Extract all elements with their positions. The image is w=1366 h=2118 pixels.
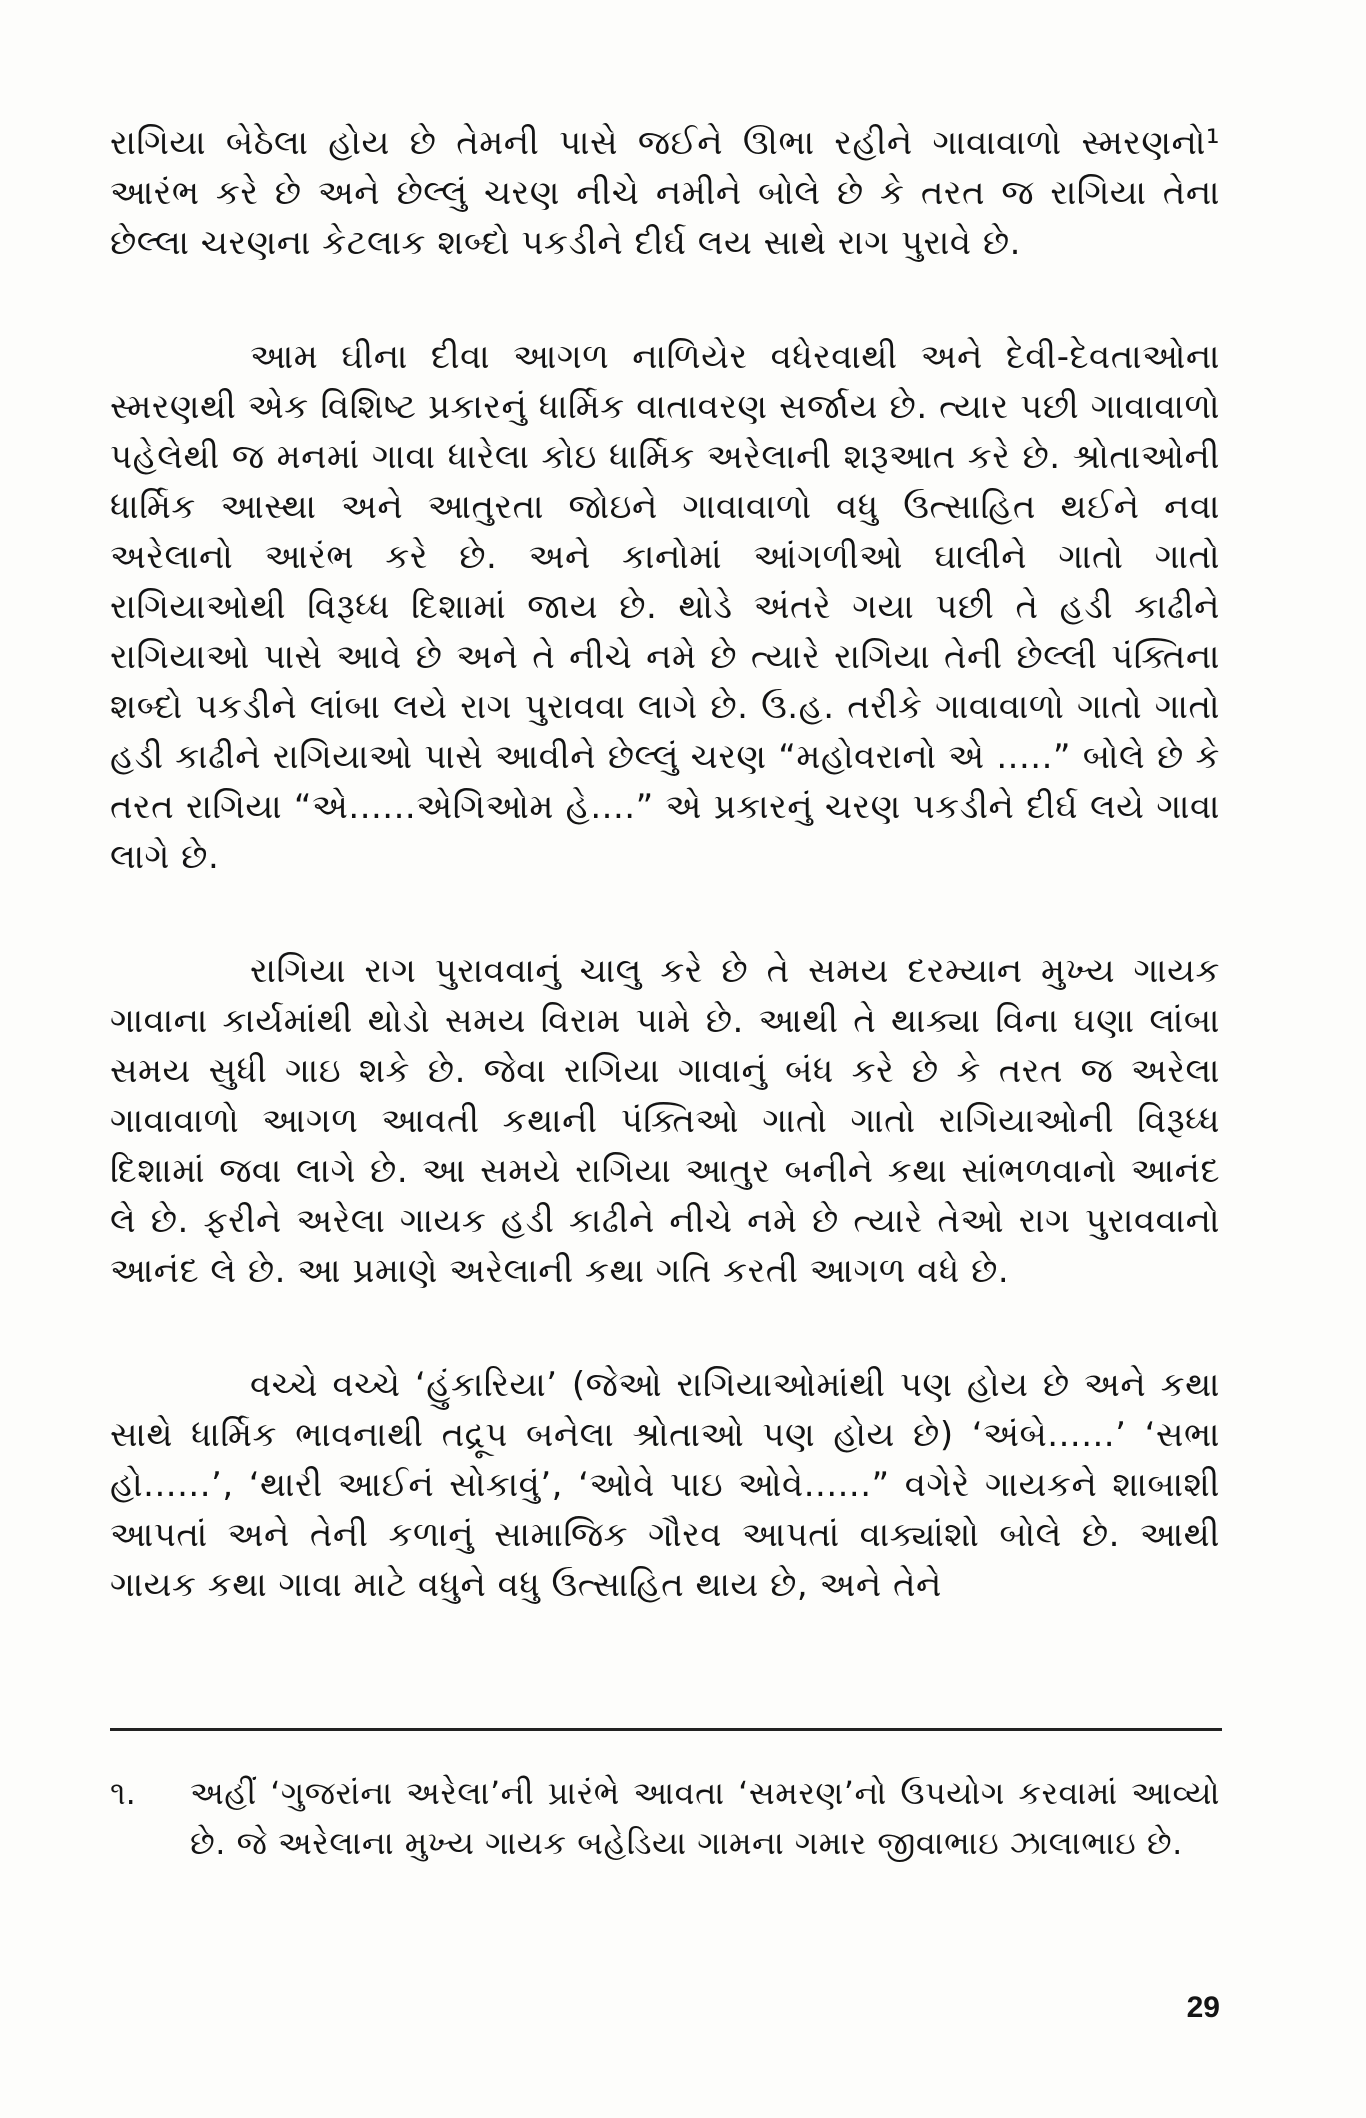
paragraph-3: રાગિયા રાગ પુરાવવાનું ચાલુ કરે છે તે સમય દરમ્યાન મુખ્ય ગાયક ગાવાના કાર્યમાંથી થોડો સમય વિરામ પામે છે. આથી તે થાક્યા વિના ઘણા લાંબા સમય સુધી ગાઇ શકે છે. જેવા રાગિયા ગાવાનું બંધ કરે છે કે તરત જ અરેલા ગાવાવાળો આગળ આવતી કથાની પંક્તિઓ ગાતો ગાતો રાગિયાઓની વિરૂધ્ધ દિશામાં જવા લાગે છે. આ સમયે રાગિયા આતુર બનીને કથા સાંભળવાનો આનંદ લે છે. ફરીને અરેલા ગાયક હડી કાઢીને નીચે નમે છે ત્યારે તેઓ રાગ પુરાવવાનો આનંદ લે છે. આ પ્રમાણે અરેલાની કથા ગતિ કરતી આગળ વધે છે. (110, 951, 1220, 1291)
body-text (110, 118, 1220, 1610)
paragraph-4: વચ્ચે વચ્ચે ‘હુંકારિયા’ (જેઓ રાગિયાઓમાંથી પણ હોય છે અને કથા સાથે ધાર્મિક ભાવનાથી તદ્રૂપ બનેલા શ્રોતાઓ પણ હોય છે) ‘અંબે......’ ‘સભા હો......’, ‘થારી આઈનં સોકાવું’, ‘ઓવે પાઇ ઓવે......” વગેરે ગાયકને શાબાશી આપતાં અને તેની કળાનું સામાજિક ગૌરવ આપતાં વાક્યાંશો બોલે છે. આથી ગાયક કથા ગાવા માટે વધુને વધુ ઉત્સાહિત થાય છે, અને તેને (110, 1365, 1220, 1605)
page-number: 29 (1186, 1991, 1220, 2024)
footnote-text: અહીં ‘ગુજરાંના અરેલા’ની પ્રારંભે આવતા ‘સમરણ’નો ઉપયોગ કરવામાં આવ્યો છે. જે અરેલાના મુખ્ય ગાયક બહેડિયા ગામના ગમાર જીવાભાઇ ઝાલાભાઇ છે. (190, 1774, 1220, 1862)
paragraph-2: આમ ઘીના દીવા આગળ નાળિયેર વધેરવાથી અને દેવી-દેવતાઓના સ્મરણથી એક વિશિષ્ટ પ્રકારનું ધાર્મિક વાતાવરણ સર્જાય છે. ત્યાર પછી ગાવાવાળો પહેલેથી જ મનમાં ગાવા ધારેલા કોઇ ધાર્મિક અરેલાની શરૂઆત કરે છે. શ્રોતાઓની ધાર્મિક આસ્થા અને આતુરતા જોઇને ગાવાવાળો વધુ ઉત્સાહિત થઈને નવા અરેલાનો આરંભ કરે છે. અને કાનોમાં આંગળીઓ ઘાલીને ગાતો ગાતો રાગિયાઓથી વિરૂધ્ધ દિશામાં જાય છે. થોડે અંતરે ગયા પછી તે હડી કાઢીને રાગિયાઓ પાસે આવે છે અને તે નીચે નમે છે ત્યારે રાગિયા તેની છેલ્લી પંક્તિના શબ્દો પકડીને લાંબા લયે રાગ પુરાવવા લાગે છે. ઉ.હ. તરીકે ગાવાવાળો ગાતો ગાતો હડી કાઢીને રાગિયાઓ પાસે આવીને છેલ્લું ચરણ “મહોવરાનો એ .....” બોલે છે કે તરત રાગિયા “એ......એગિઓમ હે....” એ પ્રકારનું ચરણ પકડીને દીર્ઘ લયે ગાવા લાગે છે. (110, 337, 1220, 877)
footnote-divider (110, 1728, 1222, 1731)
paragraph-1: રાગિયા બેઠેલા હોય છે તેમની પાસે જઈને ઊભા રહીને ગાવાવાળો સ્મરણનો¹ આરંભ કરે છે અને છેલ્લું ચરણ નીચે નમીને બોલે છે કે તરત જ રાગિયા તેના છેલ્લા ચરણના કેટલાક શબ્દો પકડીને દીર્ઘ લય સાથે રાગ પુરાવે છે. (110, 123, 1220, 263)
footnote (110, 1768, 1220, 1868)
footnote-number: ૧. (110, 1774, 136, 1812)
